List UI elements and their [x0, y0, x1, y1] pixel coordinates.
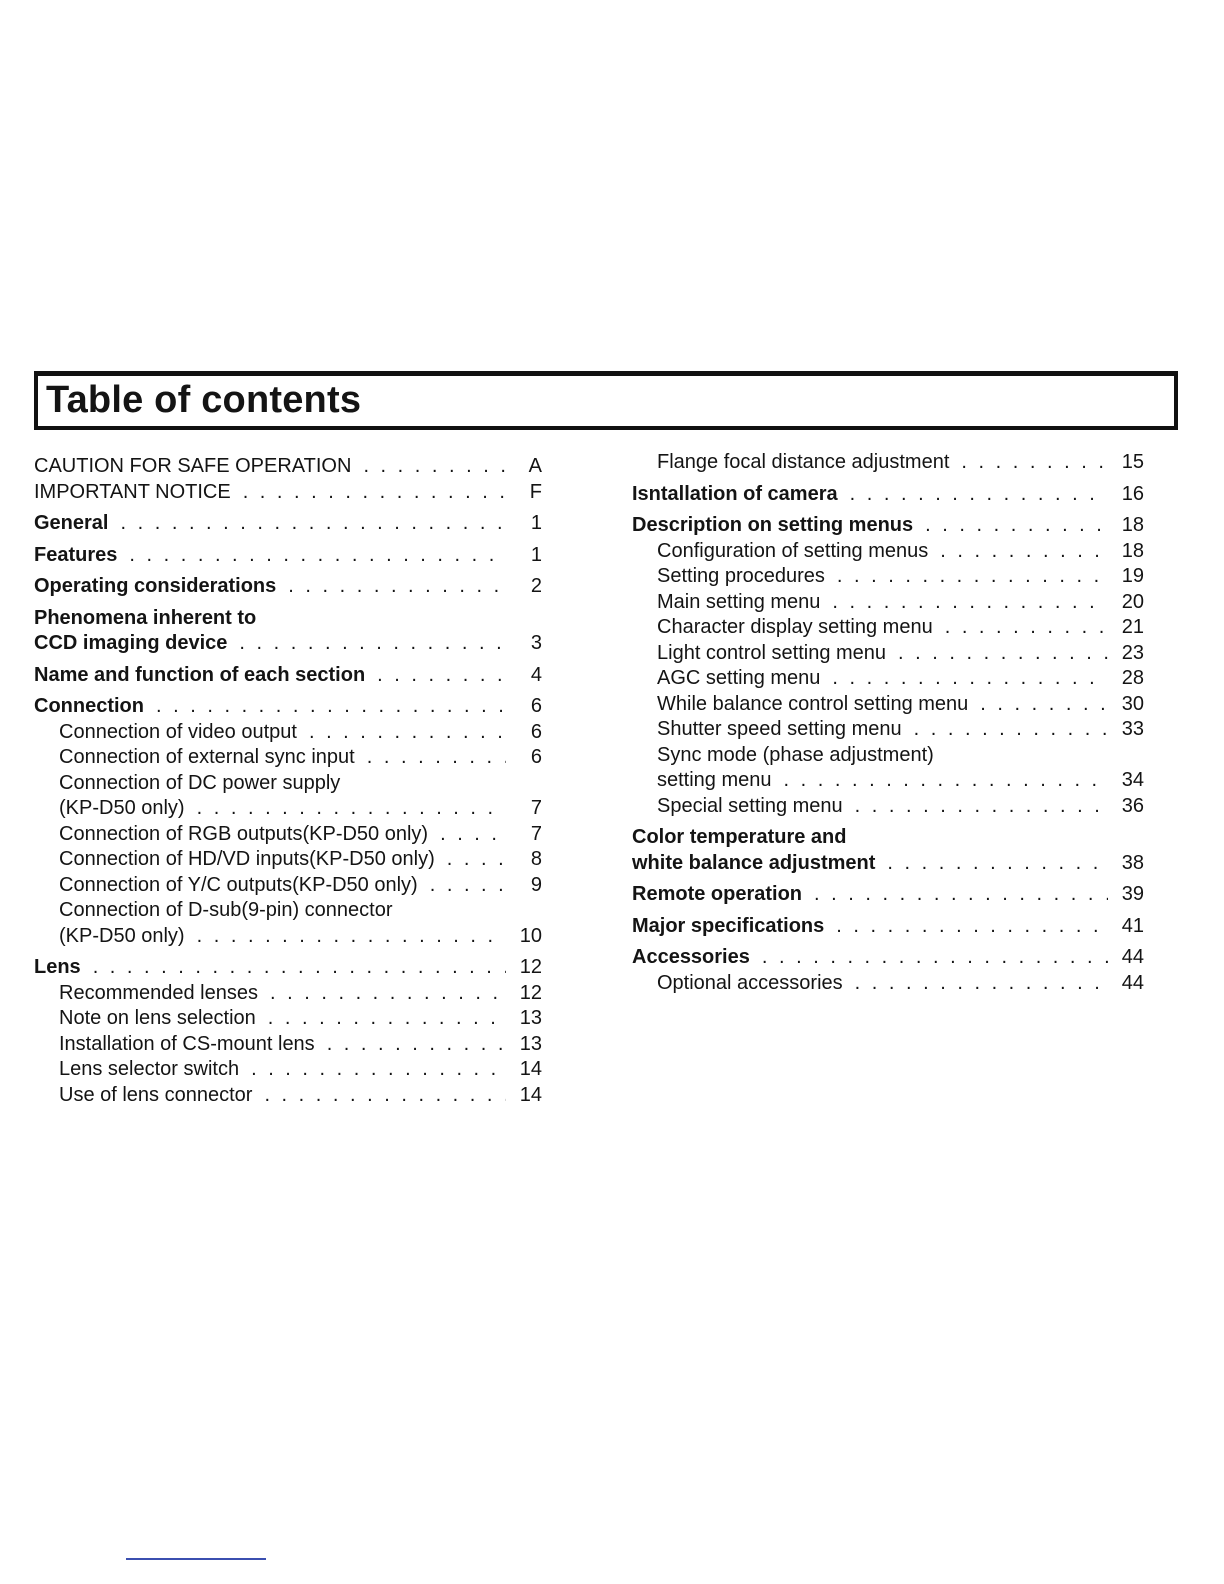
toc-page-number: 18 [1121, 539, 1144, 562]
dot-leader [940, 539, 1108, 565]
toc-entry-text: Shutter speed setting menu [657, 718, 902, 740]
toc-entry-text: Configuration of setting menus [657, 539, 929, 562]
toc-entry[interactable] [34, 847, 542, 873]
toc-entry-text: Installation of CS-mount lens [59, 1032, 315, 1055]
dot-leader [270, 981, 506, 1007]
dot-leader [377, 663, 506, 689]
toc-entry-line [34, 480, 542, 506]
toc-entry-line-continued [59, 898, 542, 924]
toc-entry-text: (KP-D50 only) [59, 797, 185, 819]
dot-leader [93, 955, 506, 981]
toc-entry[interactable] [34, 898, 542, 949]
toc-entry-line [657, 666, 1144, 692]
toc-entry-line [59, 745, 542, 771]
toc-entry-line [632, 851, 1144, 877]
dot-leader [288, 574, 506, 600]
toc-entry-line [657, 692, 1144, 718]
toc-entry-line [632, 914, 1144, 940]
toc-page-number: 13 [519, 1007, 542, 1029]
toc-entry-line [59, 1083, 542, 1109]
toc-page-number: 13 [519, 1032, 542, 1055]
toc-entry-text: Connection of external sync input [59, 746, 355, 768]
toc-page-number: 6 [530, 746, 542, 768]
toc-entry[interactable] [34, 480, 542, 506]
toc-entry-text: Use of lens connector [59, 1083, 253, 1106]
dot-leader [327, 1032, 506, 1058]
toc-entry-text: Color temperature and [632, 826, 847, 848]
toc-entry-line [657, 590, 1144, 616]
toc-entry-line [632, 945, 1144, 971]
toc-entry-line [59, 720, 542, 746]
toc-page-number: 8 [530, 848, 542, 870]
toc-entry[interactable] [34, 663, 542, 689]
toc-page-number: 1 [530, 543, 542, 566]
toc-entry[interactable] [34, 873, 542, 899]
toc-entry-line [657, 717, 1144, 743]
toc-entry-text: Connection of HD/VD inputs(KP-D50 only) [59, 848, 435, 870]
toc-entry[interactable] [632, 450, 1144, 476]
dot-leader [239, 631, 506, 657]
toc-page-number: 23 [1121, 641, 1144, 664]
dot-leader [156, 694, 506, 720]
toc-entry-line [657, 794, 1144, 820]
toc-entry-text: Operating considerations [34, 575, 277, 597]
toc-entry-line [59, 847, 542, 873]
toc-entry[interactable] [632, 641, 1144, 667]
dot-leader [762, 945, 1108, 971]
dot-leader [197, 924, 506, 950]
toc-entry-text: Accessories [632, 946, 750, 968]
toc-page-number: 1 [530, 512, 542, 534]
toc-page-number: 12 [519, 956, 542, 978]
toc-page-number: 16 [1121, 482, 1144, 505]
dot-leader [120, 511, 506, 537]
dot-leader [850, 482, 1108, 508]
toc-page-number: 10 [519, 924, 542, 947]
toc-entry-line [34, 694, 542, 720]
toc-entry-text: Sync mode (phase adjustment) [657, 743, 934, 766]
dot-leader [855, 971, 1108, 997]
toc-entry[interactable] [34, 543, 542, 569]
toc-entry-text: Note on lens selection [59, 1007, 256, 1029]
toc-page-number: 14 [519, 1083, 542, 1106]
dot-leader [887, 851, 1108, 877]
toc-entry-text: Connection of Y/C outputs(KP-D50 only) [59, 873, 418, 896]
toc-page-number: 18 [1121, 514, 1144, 536]
toc-entry-text: Special setting menu [657, 794, 843, 817]
toc-entry[interactable] [34, 574, 542, 600]
toc-entry-line [34, 574, 542, 600]
toc-entry-text: Description on setting menus [632, 514, 914, 536]
toc-entry-text: Lens selector switch [59, 1058, 240, 1080]
dot-leader [961, 450, 1108, 476]
toc-entry[interactable] [632, 882, 1144, 908]
toc-page-number: 15 [1121, 451, 1144, 473]
toc-entry[interactable] [34, 981, 542, 1007]
toc-page-number: 7 [530, 797, 542, 819]
toc-entry[interactable] [632, 743, 1144, 794]
toc-entry-text: Connection of video output [59, 720, 297, 743]
toc-entry-text: Name and function of each section [34, 663, 366, 686]
toc-entry-line [59, 796, 542, 822]
toc-entry[interactable] [632, 564, 1144, 590]
toc-entry-line [59, 822, 542, 848]
toc-entry-line [657, 615, 1144, 641]
toc-entry-line [59, 1006, 542, 1032]
toc-entry-line-continued [34, 606, 542, 632]
toc-entry[interactable] [632, 513, 1144, 539]
toc-page-number: 6 [530, 720, 542, 743]
toc-entry-line [657, 564, 1144, 590]
page-title: Table of contents [46, 379, 362, 421]
toc-page-number: 41 [1121, 914, 1144, 937]
toc-entry[interactable] [632, 482, 1144, 508]
dot-leader [309, 720, 506, 746]
toc-entry[interactable] [632, 945, 1144, 971]
toc-page-number: 36 [1121, 794, 1144, 817]
toc-entry-text: Remote operation [632, 883, 803, 905]
toc-entry-text: Connection of DC power supply [59, 771, 341, 794]
toc-entry-text: Flange focal distance adjustment [657, 451, 950, 473]
toc-entry[interactable] [34, 745, 542, 771]
toc-page-number: 21 [1121, 616, 1144, 638]
toc-entry-text: Connection of RGB outputs(KP-D50 only) [59, 822, 429, 845]
toc-entry-text: Optional accessories [657, 971, 843, 994]
toc-entry-text: IMPORTANT NOTICE [34, 480, 231, 503]
toc-entry-line [34, 663, 542, 689]
toc-entry-line [657, 450, 1144, 476]
toc-entry-line-continued [657, 743, 1144, 769]
toc-entry[interactable] [34, 454, 542, 480]
toc-title-box [34, 371, 1178, 430]
dot-leader [363, 454, 506, 480]
dot-leader [832, 666, 1108, 692]
toc-entry[interactable] [34, 1032, 542, 1058]
toc-page-number: A [528, 455, 542, 477]
dot-leader [251, 1057, 506, 1083]
toc-entry-line [632, 513, 1144, 539]
toc-entry-text: While balance control setting menu [657, 692, 969, 715]
toc-entry-text: General [34, 512, 109, 534]
dot-leader [197, 796, 506, 822]
toc-entry-line [34, 955, 542, 981]
dot-leader [945, 615, 1108, 641]
toc-entry[interactable] [632, 717, 1144, 743]
toc-entry-line [59, 1057, 542, 1083]
dot-leader [367, 745, 506, 771]
toc-entry-text: AGC setting menu [657, 667, 821, 689]
toc-page-number: 44 [1121, 946, 1144, 968]
toc-entry[interactable] [632, 794, 1144, 820]
toc-page-number: 3 [530, 632, 542, 654]
toc-entry-line [657, 971, 1144, 997]
dot-leader [836, 914, 1108, 940]
toc-entry-line [632, 482, 1144, 508]
toc-entry[interactable] [34, 822, 542, 848]
toc-page-number: 19 [1121, 565, 1144, 587]
toc-entry-line [632, 882, 1144, 908]
footer-rule [126, 1558, 266, 1560]
toc-page-number: 38 [1121, 851, 1144, 874]
toc-entry-text: CCD imaging device [34, 632, 228, 654]
toc-entry-text: Character display setting menu [657, 616, 933, 638]
toc-page-number: 4 [530, 663, 542, 686]
toc-entry-line-continued [59, 771, 542, 797]
dot-leader [447, 847, 506, 873]
toc-page-number: 39 [1121, 883, 1144, 905]
dot-leader [243, 480, 506, 506]
toc-entry[interactable] [632, 615, 1144, 641]
toc-entry-line-continued [632, 825, 1144, 851]
dot-leader [440, 822, 506, 848]
toc-entry-text: CAUTION FOR SAFE OPERATION [34, 455, 352, 477]
toc-entry-text: Lens [34, 956, 81, 978]
toc-entry[interactable] [34, 511, 542, 537]
dot-leader [129, 543, 506, 569]
toc-entry-line [34, 543, 542, 569]
toc-page-number: 6 [530, 695, 542, 717]
toc-entry-line [657, 641, 1144, 667]
toc-entry-text: Features [34, 543, 118, 566]
toc-entry[interactable] [34, 1057, 542, 1083]
toc-entry[interactable] [632, 825, 1144, 876]
toc-entry-line [34, 511, 542, 537]
toc-page-number: 9 [530, 873, 542, 896]
toc-page-number: 2 [530, 575, 542, 597]
toc-page-number: 30 [1121, 692, 1144, 715]
dot-leader [832, 590, 1108, 616]
toc-page-number: 20 [1121, 590, 1144, 613]
toc-entry[interactable] [632, 666, 1144, 692]
toc-entry[interactable] [34, 771, 542, 822]
toc-entry[interactable] [34, 720, 542, 746]
toc-entry-text: (KP-D50 only) [59, 924, 185, 947]
toc-entry-text: white balance adjustment [632, 851, 876, 874]
toc-entry[interactable] [632, 692, 1144, 718]
dot-leader [814, 882, 1108, 908]
dot-leader [925, 513, 1108, 539]
toc-right-column [632, 450, 1144, 996]
toc-entry-text: Light control setting menu [657, 641, 887, 664]
toc-entry-text: Phenomena inherent to [34, 606, 257, 629]
toc-entry[interactable] [632, 539, 1144, 565]
dot-leader [837, 564, 1108, 590]
dot-leader [430, 873, 506, 899]
toc-entry-text: Main setting menu [657, 590, 821, 613]
toc-entry-text: Isntallation of camera [632, 482, 838, 505]
toc-entry-line [657, 539, 1144, 565]
toc-entry-line [59, 1032, 542, 1058]
dot-leader [898, 641, 1108, 667]
toc-entry[interactable] [632, 971, 1144, 997]
toc-entry-line [34, 631, 542, 657]
dot-leader [914, 717, 1108, 743]
toc-entry[interactable] [34, 694, 542, 720]
toc-entry-text: Connection of D-sub(9-pin) connector [59, 899, 393, 921]
toc-page-number: 14 [519, 1058, 542, 1080]
toc-entry[interactable] [34, 955, 542, 981]
toc-page-number: 12 [519, 981, 542, 1004]
toc-left-column [34, 454, 542, 1108]
dot-leader [855, 794, 1108, 820]
toc-entry-line [34, 454, 542, 480]
dot-leader [784, 768, 1108, 794]
toc-entry-line [59, 873, 542, 899]
toc-page-number: F [529, 480, 542, 503]
toc-entry-text: Major specifications [632, 914, 825, 937]
toc-page-number: 44 [1121, 971, 1144, 994]
toc-entry-text: Connection [34, 695, 144, 717]
toc-entry[interactable] [34, 1006, 542, 1032]
toc-entry-line [59, 981, 542, 1007]
toc-page-number: 33 [1121, 718, 1144, 740]
toc-entry[interactable] [34, 606, 542, 657]
toc-entry[interactable] [632, 590, 1144, 616]
dot-leader [980, 692, 1108, 718]
toc-entry-text: Recommended lenses [59, 981, 258, 1004]
toc-entry-text: setting menu [657, 769, 772, 791]
dot-leader [268, 1006, 506, 1032]
toc-entry-line [657, 768, 1144, 794]
toc-page-number: 7 [530, 822, 542, 845]
toc-page-number: 34 [1121, 769, 1144, 791]
toc-entry[interactable] [34, 1083, 542, 1109]
toc-entry[interactable] [632, 914, 1144, 940]
toc-entry-line [59, 924, 542, 950]
dot-leader [264, 1083, 506, 1109]
toc-page-number: 28 [1121, 667, 1144, 689]
toc-entry-text: Setting procedures [657, 565, 825, 587]
